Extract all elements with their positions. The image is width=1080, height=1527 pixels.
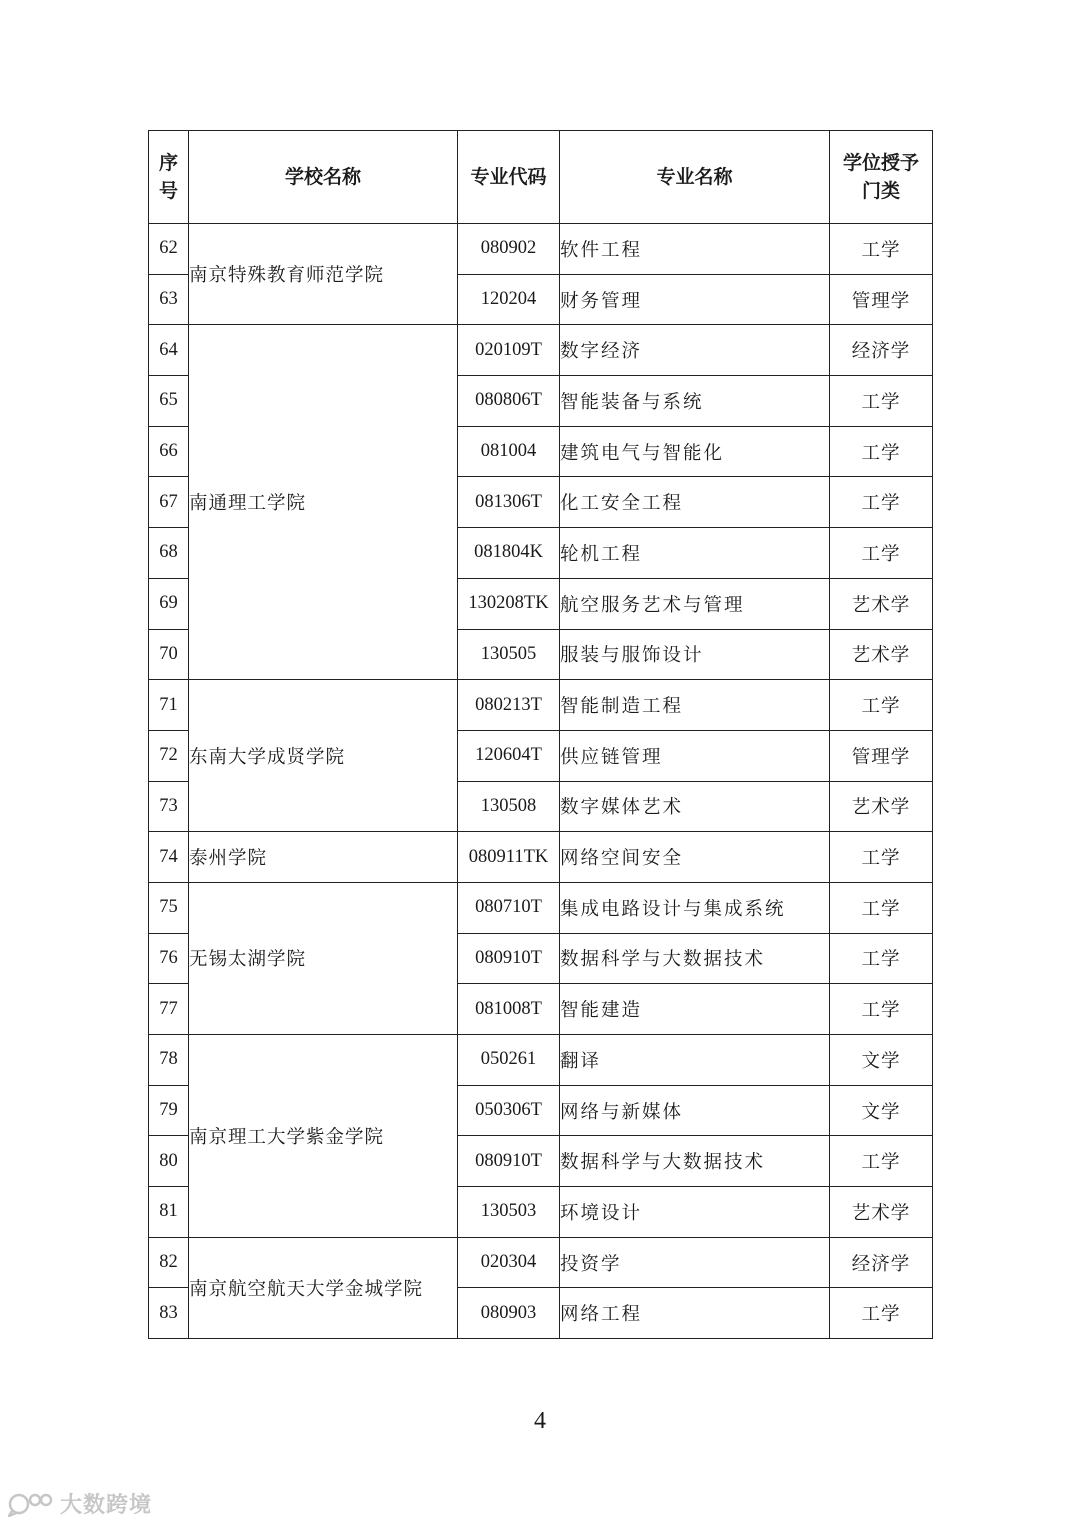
seq-cell: 82 xyxy=(149,1237,189,1288)
table-row xyxy=(149,882,933,933)
school-cell: 南京理工大学紫金学院 xyxy=(189,1035,458,1238)
degree-cell: 工学 xyxy=(830,882,933,933)
major-name-cell: 化工安全工程 xyxy=(560,477,830,528)
major-code-cell: 081004 xyxy=(458,426,560,477)
major-name-cell: 数据科学与大数据技术 xyxy=(560,1136,830,1187)
major-code-cell: 080903 xyxy=(458,1288,560,1339)
header-code: 专业代码 xyxy=(458,131,560,224)
seq-cell: 64 xyxy=(149,325,189,376)
table-row xyxy=(149,325,933,376)
major-code-cell: 120204 xyxy=(458,274,560,325)
table-header-row xyxy=(149,131,933,224)
degree-cell: 工学 xyxy=(830,832,933,883)
major-name-cell: 投资学 xyxy=(560,1237,830,1288)
majors-table xyxy=(148,130,933,1339)
major-code-cell: 050306T xyxy=(458,1085,560,1136)
header-degree-text: 学位授予门类 xyxy=(842,152,919,202)
degree-cell: 工学 xyxy=(830,224,933,275)
school-cell: 南通理工学院 xyxy=(189,325,458,680)
header-degree xyxy=(830,131,933,224)
degree-cell: 艺术学 xyxy=(830,781,933,832)
major-name-cell: 软件工程 xyxy=(560,224,830,275)
school-cell: 南京航空航天大学金城学院 xyxy=(189,1237,458,1338)
degree-cell: 工学 xyxy=(830,477,933,528)
seq-cell: 70 xyxy=(149,629,189,680)
seq-cell: 79 xyxy=(149,1085,189,1136)
major-name-cell: 网络空间安全 xyxy=(560,832,830,883)
major-name-cell: 航空服务艺术与管理 xyxy=(560,578,830,629)
watermark-text: 大数跨境 xyxy=(60,1493,153,1518)
header-major: 专业名称 xyxy=(560,131,830,224)
major-name-cell: 环境设计 xyxy=(560,1187,830,1238)
degree-cell: 艺术学 xyxy=(830,1187,933,1238)
major-code-cell: 080910T xyxy=(458,1136,560,1187)
major-name-cell: 网络工程 xyxy=(560,1288,830,1339)
major-name-cell: 智能建造 xyxy=(560,984,830,1035)
table-row xyxy=(149,832,933,883)
degree-cell: 工学 xyxy=(830,933,933,984)
degree-cell: 文学 xyxy=(830,1035,933,1086)
major-code-cell: 020109T xyxy=(458,325,560,376)
school-cell: 无锡太湖学院 xyxy=(189,882,458,1034)
seq-cell: 81 xyxy=(149,1187,189,1238)
major-name-cell: 数字经济 xyxy=(560,325,830,376)
major-code-cell: 080911TK xyxy=(458,832,560,883)
major-name-cell: 供应链管理 xyxy=(560,730,830,781)
major-name-cell: 轮机工程 xyxy=(560,528,830,579)
table-row xyxy=(149,680,933,731)
major-code-cell: 130508 xyxy=(458,781,560,832)
degree-cell: 工学 xyxy=(830,984,933,1035)
major-code-cell: 080710T xyxy=(458,882,560,933)
seq-cell: 76 xyxy=(149,933,189,984)
major-code-cell: 050261 xyxy=(458,1035,560,1086)
major-code-cell: 080213T xyxy=(458,680,560,731)
seq-cell: 63 xyxy=(149,274,189,325)
major-code-cell: 081306T xyxy=(458,477,560,528)
seq-cell: 67 xyxy=(149,477,189,528)
table-row xyxy=(149,1035,933,1086)
degree-cell: 工学 xyxy=(830,680,933,731)
major-code-cell: 081008T xyxy=(458,984,560,1035)
seq-cell: 74 xyxy=(149,832,189,883)
seq-cell: 66 xyxy=(149,426,189,477)
watermark xyxy=(8,1488,152,1519)
seq-cell: 75 xyxy=(149,882,189,933)
header-seq-text: 序号 xyxy=(158,152,178,202)
seq-cell: 78 xyxy=(149,1035,189,1086)
degree-cell: 管理学 xyxy=(830,730,933,781)
seq-cell: 62 xyxy=(149,224,189,275)
major-code-cell: 081804K xyxy=(458,528,560,579)
major-code-cell: 130503 xyxy=(458,1187,560,1238)
major-code-cell: 080806T xyxy=(458,376,560,427)
header-school: 学校名称 xyxy=(189,131,458,224)
major-code-cell: 130208TK xyxy=(458,578,560,629)
major-name-cell: 智能制造工程 xyxy=(560,680,830,731)
major-name-cell: 建筑电气与智能化 xyxy=(560,426,830,477)
major-name-cell: 财务管理 xyxy=(560,274,830,325)
school-cell: 东南大学成贤学院 xyxy=(189,680,458,832)
table-row xyxy=(149,1237,933,1288)
degree-cell: 工学 xyxy=(830,528,933,579)
bubble-logo-icon xyxy=(8,1491,54,1517)
degree-cell: 艺术学 xyxy=(830,629,933,680)
seq-cell: 73 xyxy=(149,781,189,832)
major-code-cell: 020304 xyxy=(458,1237,560,1288)
degree-cell: 工学 xyxy=(830,1136,933,1187)
seq-cell: 71 xyxy=(149,680,189,731)
school-cell: 南京特殊教育师范学院 xyxy=(189,224,458,325)
major-name-cell: 智能装备与系统 xyxy=(560,376,830,427)
major-code-cell: 080910T xyxy=(458,933,560,984)
degree-cell: 经济学 xyxy=(830,325,933,376)
major-name-cell: 翻译 xyxy=(560,1035,830,1086)
seq-cell: 69 xyxy=(149,578,189,629)
major-code-cell: 080902 xyxy=(458,224,560,275)
table-row xyxy=(149,224,933,275)
major-name-cell: 网络与新媒体 xyxy=(560,1085,830,1136)
degree-cell: 经济学 xyxy=(830,1237,933,1288)
degree-cell: 文学 xyxy=(830,1085,933,1136)
major-code-cell: 130505 xyxy=(458,629,560,680)
major-name-cell: 数据科学与大数据技术 xyxy=(560,933,830,984)
degree-cell: 工学 xyxy=(830,1288,933,1339)
header-seq xyxy=(149,131,189,224)
degree-cell: 管理学 xyxy=(830,274,933,325)
major-name-cell: 集成电路设计与集成系统 xyxy=(560,882,830,933)
major-name-cell: 数字媒体艺术 xyxy=(560,781,830,832)
seq-cell: 68 xyxy=(149,528,189,579)
major-code-cell: 120604T xyxy=(458,730,560,781)
seq-cell: 77 xyxy=(149,984,189,1035)
degree-cell: 艺术学 xyxy=(830,578,933,629)
degree-cell: 工学 xyxy=(830,426,933,477)
seq-cell: 65 xyxy=(149,376,189,427)
degree-cell: 工学 xyxy=(830,376,933,427)
seq-cell: 72 xyxy=(149,730,189,781)
school-cell: 泰州学院 xyxy=(189,832,458,883)
seq-cell: 80 xyxy=(149,1136,189,1187)
page-number: 4 xyxy=(534,1408,546,1434)
major-name-cell: 服装与服饰设计 xyxy=(560,629,830,680)
seq-cell: 83 xyxy=(149,1288,189,1339)
